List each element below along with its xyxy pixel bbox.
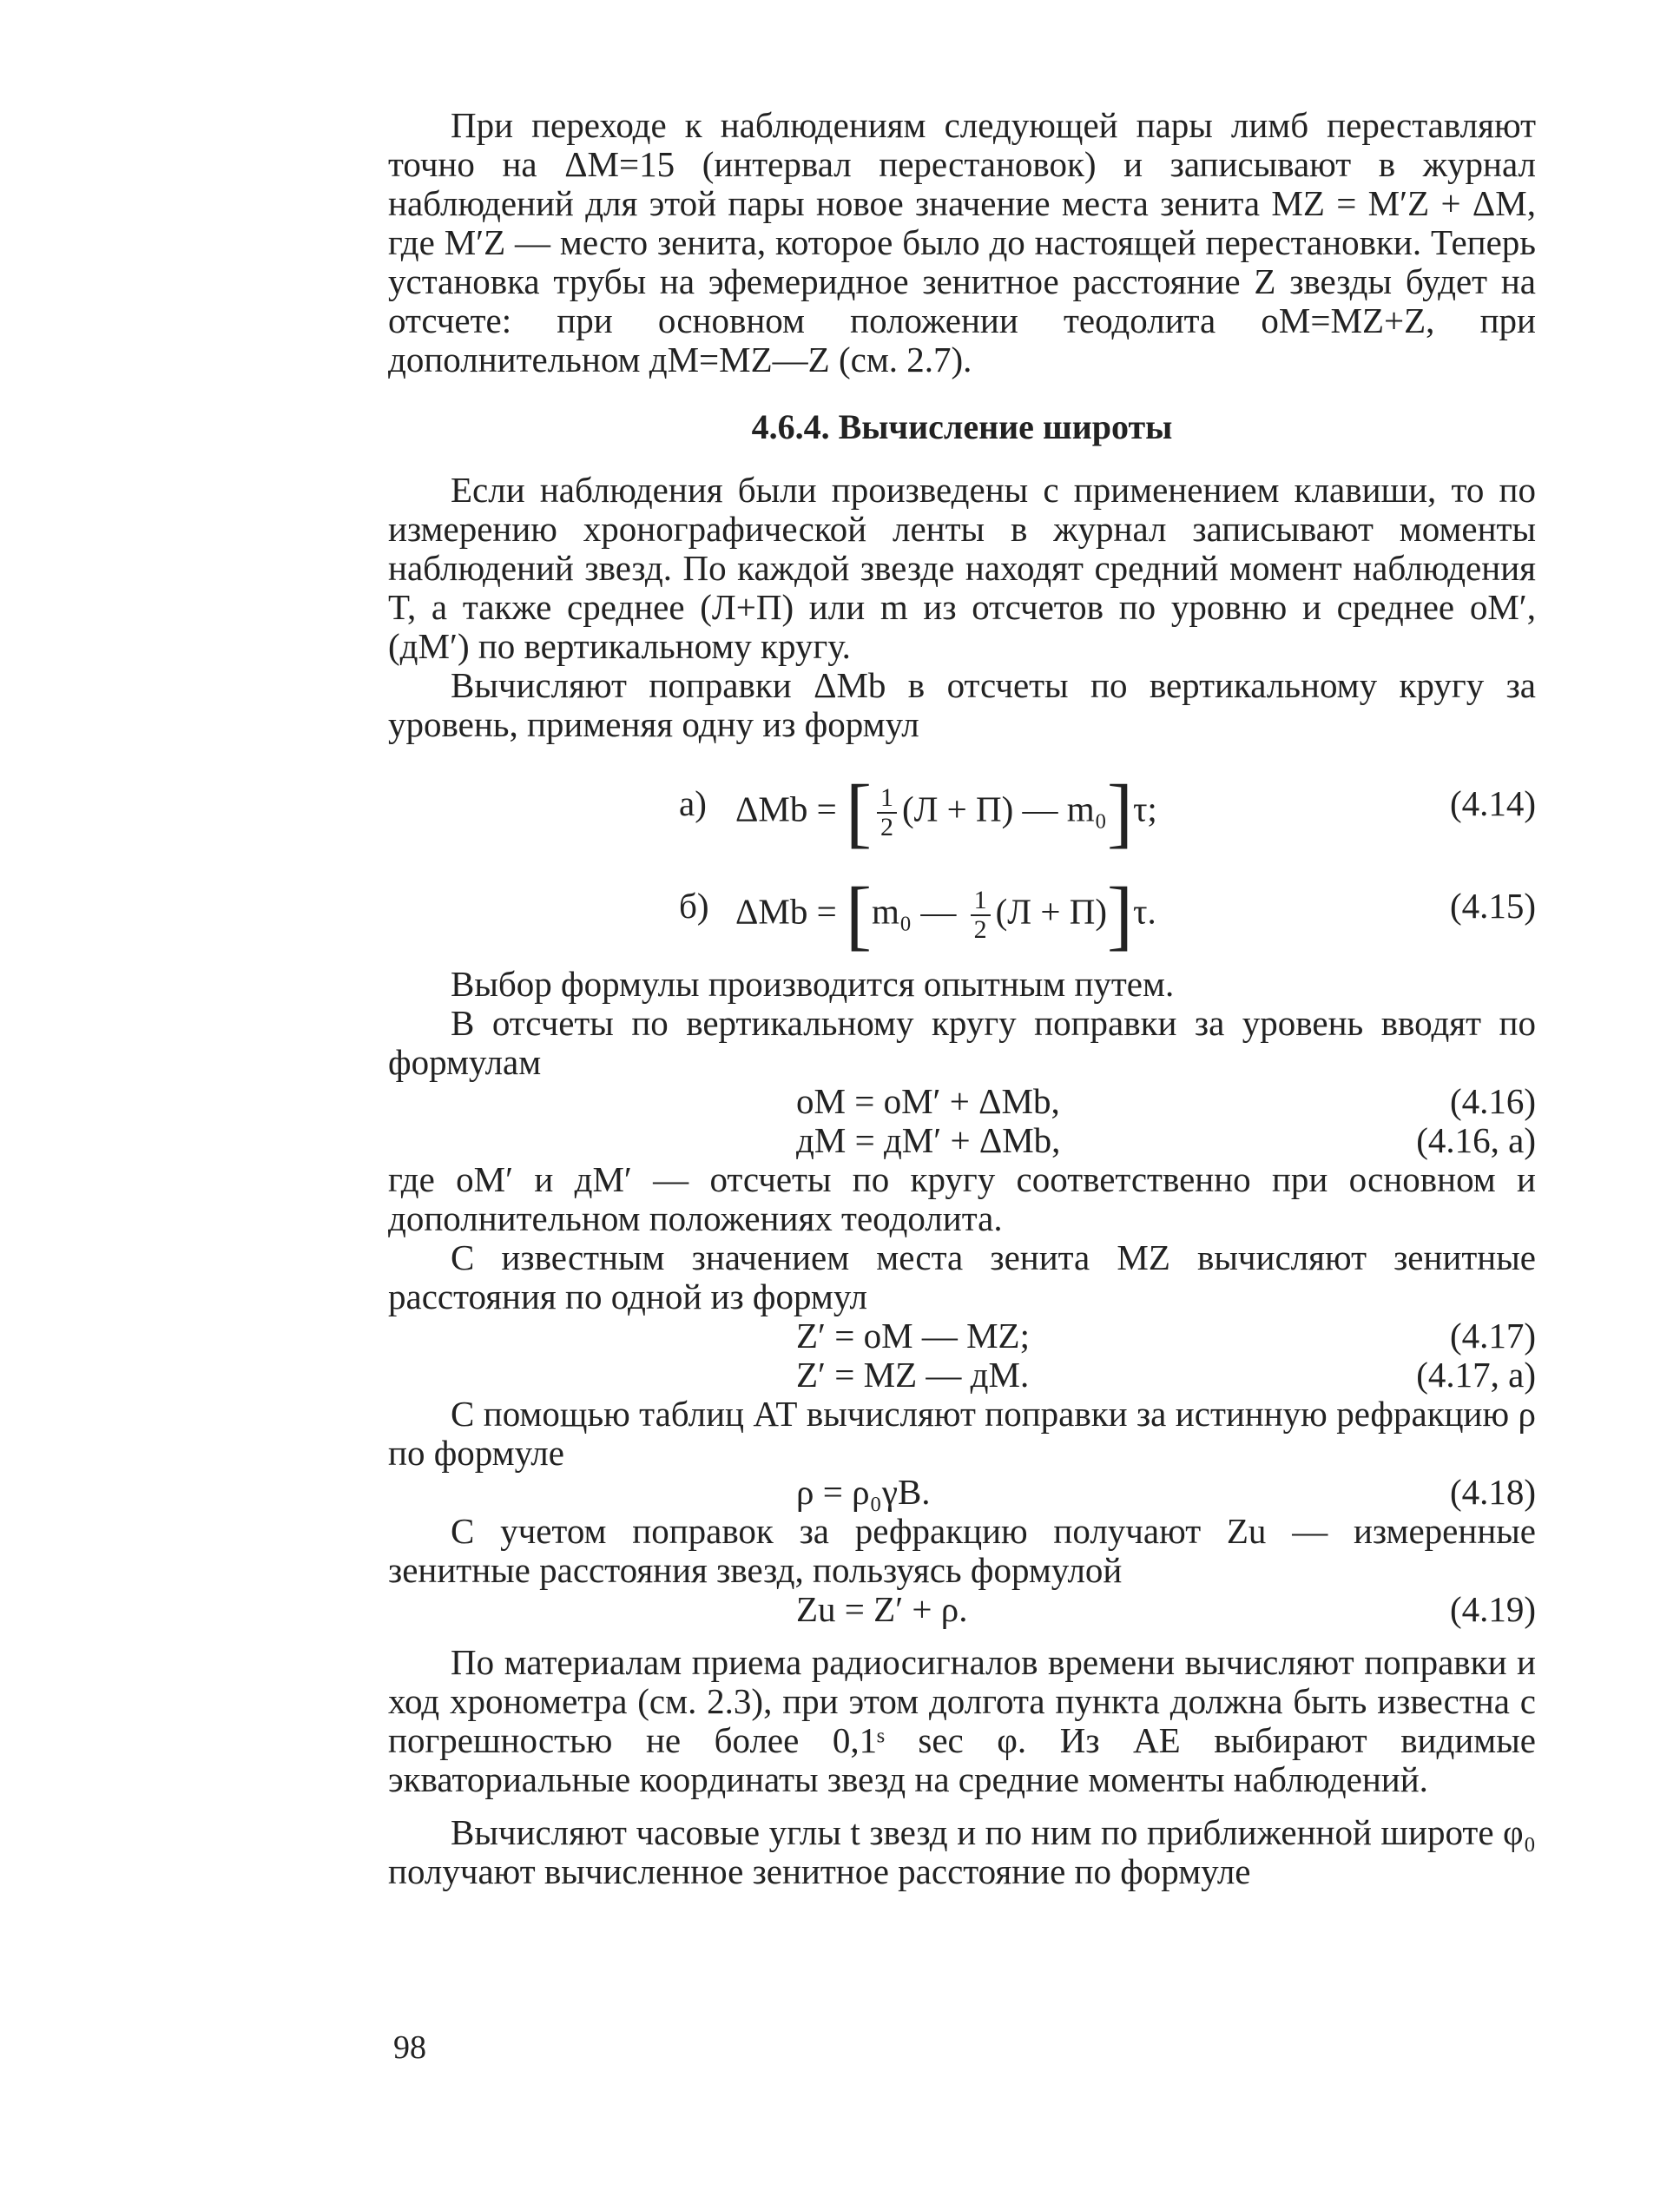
equation-4-16a — [388, 1121, 1536, 1160]
bracket-close: ] — [1106, 872, 1133, 959]
equation-label: б) — [679, 886, 709, 926]
equation-body: дM = дM′ + ΔMb, — [796, 1120, 1061, 1160]
body-text — [388, 106, 1536, 1891]
equation-number: (4.19) — [1449, 1589, 1536, 1629]
paragraph: С помощью таблиц АТ вычисляют поправки за истинную рефракцию ρ по формуле — [388, 1394, 1536, 1473]
equation-4-19 — [388, 1590, 1536, 1629]
paragraph: С известным значением места зенита MZ вычисляют зенитные расстояния по одной из формул — [388, 1237, 1536, 1316]
fraction-denominator: 2 — [880, 813, 893, 841]
equation-inner: (Л + П) — m₀ — [901, 788, 1107, 829]
paragraph: Выбор формулы производится опытным путем. — [451, 964, 1175, 1004]
equation-number: (4.14) — [1449, 783, 1536, 823]
equation-number: (4.16, a) — [1416, 1120, 1536, 1160]
section-heading: 4.6.4. Вычисление широты — [751, 407, 1173, 446]
paragraph: В отсчеты по вертикальному кругу поправки за уровень вводят по формулам — [388, 1003, 1536, 1082]
equation-body: Zu = Z′ + ρ. — [796, 1589, 968, 1629]
spacer — [388, 1799, 1536, 1813]
paragraph: где оM′ и дM′ — отсчеты по кругу соответственно при основном и дополнительном положениях теодолита. — [388, 1159, 1536, 1238]
fraction-numerator: 1 — [877, 784, 897, 814]
equation-label: а) — [679, 783, 707, 823]
equation-inner: m₀ — — [871, 891, 965, 932]
fraction — [877, 784, 897, 841]
equation-4-17 — [388, 1316, 1536, 1356]
equation-body — [735, 769, 1157, 856]
fraction-denominator: 2 — [973, 915, 987, 944]
equation-number: (4.15) — [1449, 886, 1536, 926]
equation-body: оM = оM′ + ΔMb, — [796, 1081, 1060, 1121]
paragraph: С учетом поправок за рефракцию получают Zu — измеренные зенитные расстояния звезд, пользуясь формулой — [388, 1511, 1536, 1590]
equation-4-16 — [388, 1082, 1536, 1121]
paragraph: Если наблюдения были произведены с применением клавиши, то по измерению хронографической ленты в журнал записывают моменты наблюдений звезд. По каждой звезде находят средний момент наблюдения T, а также среднее (Л+П) или m из отсчетов по уровню и среднее оM′, (дM′) по вертикальному кругу. — [388, 470, 1536, 666]
paragraph: По материалам приема радиосигналов времени вычисляют поправки и ход хронометра (см. 2.3), при этом долгота пункта должна быть известна с погрешностью не более 0,1ˢ sec φ. Из АЕ выбирают видимые экваториальные координаты звезд на средние моменты наблюдений. — [388, 1642, 1536, 1799]
equation-body — [735, 872, 1156, 959]
equation-number: (4.17, a) — [1416, 1355, 1536, 1395]
paragraph: При переходе к наблюдениям следующей пары лимб переставляют точно на ΔM=15 (интервал перестановок) и записывают в журнал наблюдений для этой пары новое значение места зенита MZ = M′Z + ΔM, где M′Z — место зенита, которое было до настоящей перестановки. Теперь установка трубы на эфемеридное зенитное расстояние Z звезды будет на отсчете: при основном положении теодолита оM=MZ+Z, при дополнительном дM=MZ—Z (см. 2.7). — [388, 105, 1536, 379]
bracket-close: ] — [1106, 769, 1133, 856]
page-number: 98 — [393, 2029, 426, 2066]
paragraph: Вычисляют поправки ΔMb в отсчеты по вертикальному кругу за уровень, применяя одну из формул — [388, 665, 1536, 744]
equation-number: (4.17) — [1449, 1316, 1536, 1356]
equation-inner: (Л + П) — [995, 891, 1107, 932]
bracket-open: [ — [845, 769, 872, 856]
paragraph: Вычисляют часовые углы t звезд и по ним по приближенной широте φ₀ получают вычисленное зенитное расстояние по формуле — [388, 1812, 1536, 1891]
equation-4-15 — [388, 862, 1536, 959]
equation-body: Z′ = оM — MZ; — [796, 1316, 1030, 1356]
fraction-numerator: 1 — [971, 887, 991, 916]
equation-4-14 — [388, 760, 1536, 856]
equation-body: Z′ = MZ — дM. — [796, 1355, 1030, 1395]
equation-number: (4.18) — [1449, 1472, 1536, 1512]
spacer — [388, 1629, 1536, 1643]
equation-body: ρ = ρ₀γB. — [796, 1472, 931, 1512]
fraction — [971, 887, 991, 944]
equation-number: (4.16) — [1449, 1081, 1536, 1121]
equation-tail: τ; — [1132, 788, 1157, 829]
equation-4-18 — [388, 1473, 1536, 1512]
equation-4-17a — [388, 1356, 1536, 1395]
equation-tail: τ. — [1132, 891, 1156, 932]
equation-lhs: ΔMb = — [735, 891, 846, 932]
equation-lhs: ΔMb = — [735, 788, 846, 829]
bracket-open: [ — [845, 872, 872, 959]
